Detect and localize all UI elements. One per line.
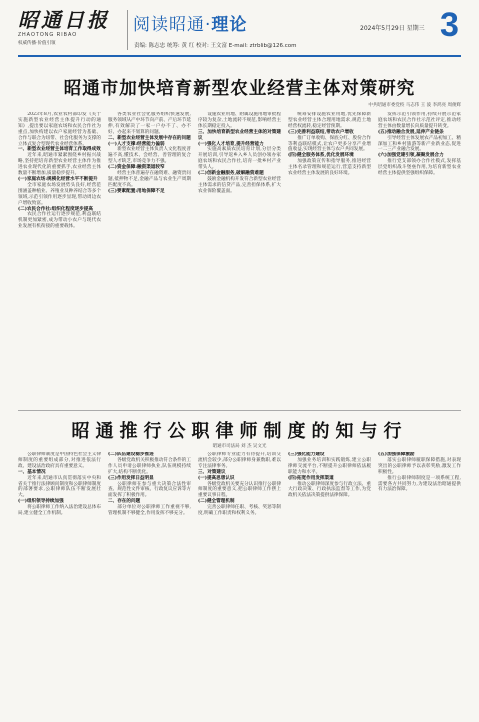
body-paragraph: 公职律师在参与重大决策合法性审查、规范性文件审核、行政复议应诉等方面发挥了积极作用。 — [108, 481, 191, 499]
body-paragraph: 全市家庭农场发展势头良好,经营范围涵盖种植业、养殖业及种养结合等多个领域,示范引领作用逐步显现,带动周边农户增收致富。 — [18, 182, 101, 206]
article1-column-4 — [288, 112, 371, 404]
body-paragraph: 落实公职律师履职保障措施,对表现突出的公职律师予以表彰奖励,激发工作积极性。 — [378, 457, 461, 475]
body-paragraph: 实施高素质农民培育计划,分层分类开展培训,引导返乡入乡人员创办领办家庭农场和农民合作社,培育一批乡村产业带头人。 — [198, 147, 281, 171]
body-paragraph: 推行党支部领办合作社模式,发挥基层党组织战斗堡垒作用,为培育新型农业经营主体提供坚强组织保障。 — [378, 159, 461, 177]
body-paragraph: 公职律师制度是中国特色社会主义律师制度的重要组成部分,对推进依法行政、建设法治政府具有重要意义。 — [18, 452, 101, 469]
page-number: 3 — [440, 6, 459, 44]
body-paragraph: 加强政策宣传和指导服务,推进经营主体名录管理和规范运行,营造支持新型农业经营主体发展的良好环境。 — [288, 159, 371, 177]
body-paragraph: 统筹安排设施农业用地,优先保障新型农业经营主体合理用地需求,规范土地经营权流转,稳定经营预期。 — [288, 112, 371, 129]
section-subheading: (二)健全管理机制 — [198, 499, 235, 505]
section-subheading: (二)资金保障:融资渠道较窄 — [108, 165, 165, 171]
article2-column-4 — [288, 452, 371, 714]
body-paragraph: 推动公职律师深度参与行政立法、重大行政决策、行政执法监督等工作,为党政机关依法决策提供法律保障。 — [288, 481, 371, 499]
article2-column-5 — [378, 452, 461, 714]
body-paragraph: 设施农业用地、附属设施用地审批程序较为复杂,土地流转不规范,影响经营主体长期稳定投入。 — [198, 112, 281, 129]
article2-column-3 — [198, 452, 281, 714]
article1-body — [18, 112, 461, 404]
article1-headline: 昭通市加快培育新型农业经营主体对策研究 — [63, 79, 416, 99]
body-paragraph: 部分单位对公职律师工作重视不够,管理机制不够健全,作用发挥不够充分。 — [108, 505, 191, 517]
article-divider — [18, 410, 461, 411]
section-subheading: (四)健全服务体系,优化发展环境 — [288, 153, 354, 159]
body-paragraph: 推广订单收购、保底分红、股份合作等利益联结模式,让农户更多分享产业增值收益,实现经营主体与农户共同发展。 — [288, 135, 371, 153]
body-paragraph: 新型农业经营主体负责人文化程度普遍不高,懂技术、会经营、善管理的复合型人才缺乏,市场竞争力不强。 — [108, 147, 191, 165]
masthead-divider — [127, 10, 128, 50]
section-subheading: (一)强化人才培育,提升经营能力 — [198, 141, 264, 147]
article2-headline: 昭通推行公职律师制度的知与行 — [71, 421, 408, 442]
body-paragraph: 各类农业社会化服务组织快速发展,服务领域从产中环节向产前、产后环节延伸,有效解决了一家一户办不了、办不好、办起来不划算的问题。 — [108, 112, 191, 135]
article2-byline: 昭通市司法局 刘 杰 吴文光 — [212, 444, 267, 449]
body-paragraph: 2023年8月,农业农村部印发《关于实施新型农业经营主体提升行动的通知》,提出要以家庭农场和农民合作社为重点,加快构建以农户家庭经营为基础、合作与联合为纽带、社会化服务为支撑的立体式复合型现代农业经营体系。 — [18, 112, 101, 147]
body-paragraph: 近年来,昭通市紧紧围绕乡村振兴战略,坚持把培育新型农业经营主体作为推进农业现代化的重要抓手,农业经营主体数量不断增加,质量稳步提升。 — [18, 153, 101, 177]
section-subheading: (二)农民合作社:组织化程度逐步提高 — [18, 206, 93, 212]
body-paragraph: 推行公职律师制度是一项系统工程,需要各方共同努力,为建设法治昭通提供有力法治保障。 — [378, 475, 461, 493]
section-subheading: (一)提高思想认识 — [198, 475, 235, 481]
article1-column-5 — [378, 112, 461, 404]
body-paragraph: 经营主体普遍存在融资难、融资贵问题,抵押物不足,金融产品与农业生产周期匹配度不高。 — [108, 171, 191, 188]
body-paragraph: 各级党政机关要充分认识推行公职律师制度的重要意义,把公职律师工作摆上重要议事日程。 — [198, 481, 281, 499]
section-title — [133, 10, 247, 35]
section-subheading: (一)家庭农场:规模化经营水平不断提升 — [18, 176, 98, 182]
section-subheading: (三)要素配置:用地保障不足 — [108, 188, 165, 194]
section-subheading: 二、新型农业经营主体发展中存在的问题 — [108, 135, 191, 141]
section-subheading: (四)拓宽作用发挥渠道 — [288, 475, 334, 481]
article1-column-1 — [18, 112, 101, 404]
editor-credits: 责编: 陈志忠 统筹: 黄 红 校对: 王文富 E-mail: ztrblib@126.com — [134, 43, 297, 49]
paper-logo — [18, 9, 110, 46]
section-subheading: (一)组织领导持续加强 — [18, 499, 64, 505]
article1-column-2 — [108, 112, 191, 404]
paper-pinyin: ZHAOTONG RIBAO — [18, 32, 78, 38]
article2-column-2 — [108, 452, 191, 714]
article1-byline: 中共昭通市委党校 马志伟 王 波 李鸿亮 周俊辉 — [368, 103, 461, 108]
section-subheading: (三)作用发挥日益明显 — [108, 475, 154, 481]
body-paragraph: 各级党政机关积极推动符合条件的工作人员申请公职律师执业,队伍规模持续扩大,结构不断优化。 — [108, 457, 191, 475]
section-subheading: (五)加强保障激励 — [378, 452, 415, 457]
section-subheading: 一、新型农业经营主体培育工作取得成效 — [18, 147, 101, 153]
body-paragraph: 引导经营主体发展农产品初加工、精深加工和乡村旅游等新产业新业态,促进一二三产业融合发展。 — [378, 135, 461, 153]
section-subheading: 二、存在的问题 — [108, 499, 141, 505]
body-paragraph: 将公职律师工作纳入法治建设总体布局,建立健全工作机制。 — [18, 505, 101, 517]
issue-date: 2024年5月29日 星期三 — [360, 25, 425, 32]
section-subheading: (五)推动融合发展,延伸产业链条 — [378, 129, 444, 135]
paper-slogan: 权威传播·价值引领 — [18, 40, 56, 45]
section-subheading: 一、基本情况 — [18, 469, 46, 475]
paper-name: 昭通日报 — [18, 8, 110, 32]
body-paragraph: 鼓励金融机构开发符合新型农业经营主体需求的信贷产品,完善担保体系,扩大农业保险覆盖面。 — [198, 176, 281, 194]
section-subheading: (二)队伍建设稳步推进 — [108, 452, 154, 457]
section-title-prefix: 阅读昭通· — [133, 15, 212, 35]
body-paragraph: 近年来,昭通市认真贯彻落实中央和省关于推行法律顾问制度和公职律师制度的部署要求,公职律师队伍不断发展壮大。 — [18, 475, 101, 499]
masthead-rule — [18, 55, 461, 57]
section-subheading: 三、对策建议 — [198, 469, 226, 475]
body-paragraph: 公职律师专业能力有待提升,培训交流机会较少,部分公职律师身兼数职,难以专注法律事务。 — [198, 452, 281, 469]
section-subheading: (六)加强党建引领,凝聚发展合力 — [378, 153, 444, 159]
article2-body — [18, 452, 461, 714]
article1-column-3 — [198, 112, 281, 404]
body-paragraph: 发挥示范引领作用,持续开展示范家庭农场和农民合作社示范社评定,推动经营主体由数量增长向质量提升转变。 — [378, 112, 461, 129]
section-subheading: (二)创新金融服务,破解融资难题 — [198, 171, 264, 177]
section-subheading: (三)完善利益联结,带动农户增收 — [288, 129, 354, 135]
body-paragraph: 加强业务培训和实践锻炼,建立公职律师交流平台,不断提升公职律师依法履职能力和水平。 — [288, 457, 371, 475]
article2-column-1 — [18, 452, 101, 714]
section-title-suffix: 理论 — [211, 15, 248, 35]
section-subheading: (三)强化能力建设 — [288, 452, 325, 457]
body-paragraph: 完善公职律师任职、考核、奖惩等制度,明确工作职责和权利义务。 — [198, 505, 281, 517]
section-subheading: 三、加快培育新型农业经营主体的对策建议 — [198, 129, 281, 141]
section-subheading: (一)人才支撑:经营能力偏弱 — [108, 141, 165, 147]
body-paragraph: 农民合作社运行逐步规范,利益联结机制更加紧密,成为带动小农户与现代农业发展有机衔接的重要载体。 — [18, 212, 101, 230]
masthead — [0, 0, 479, 60]
